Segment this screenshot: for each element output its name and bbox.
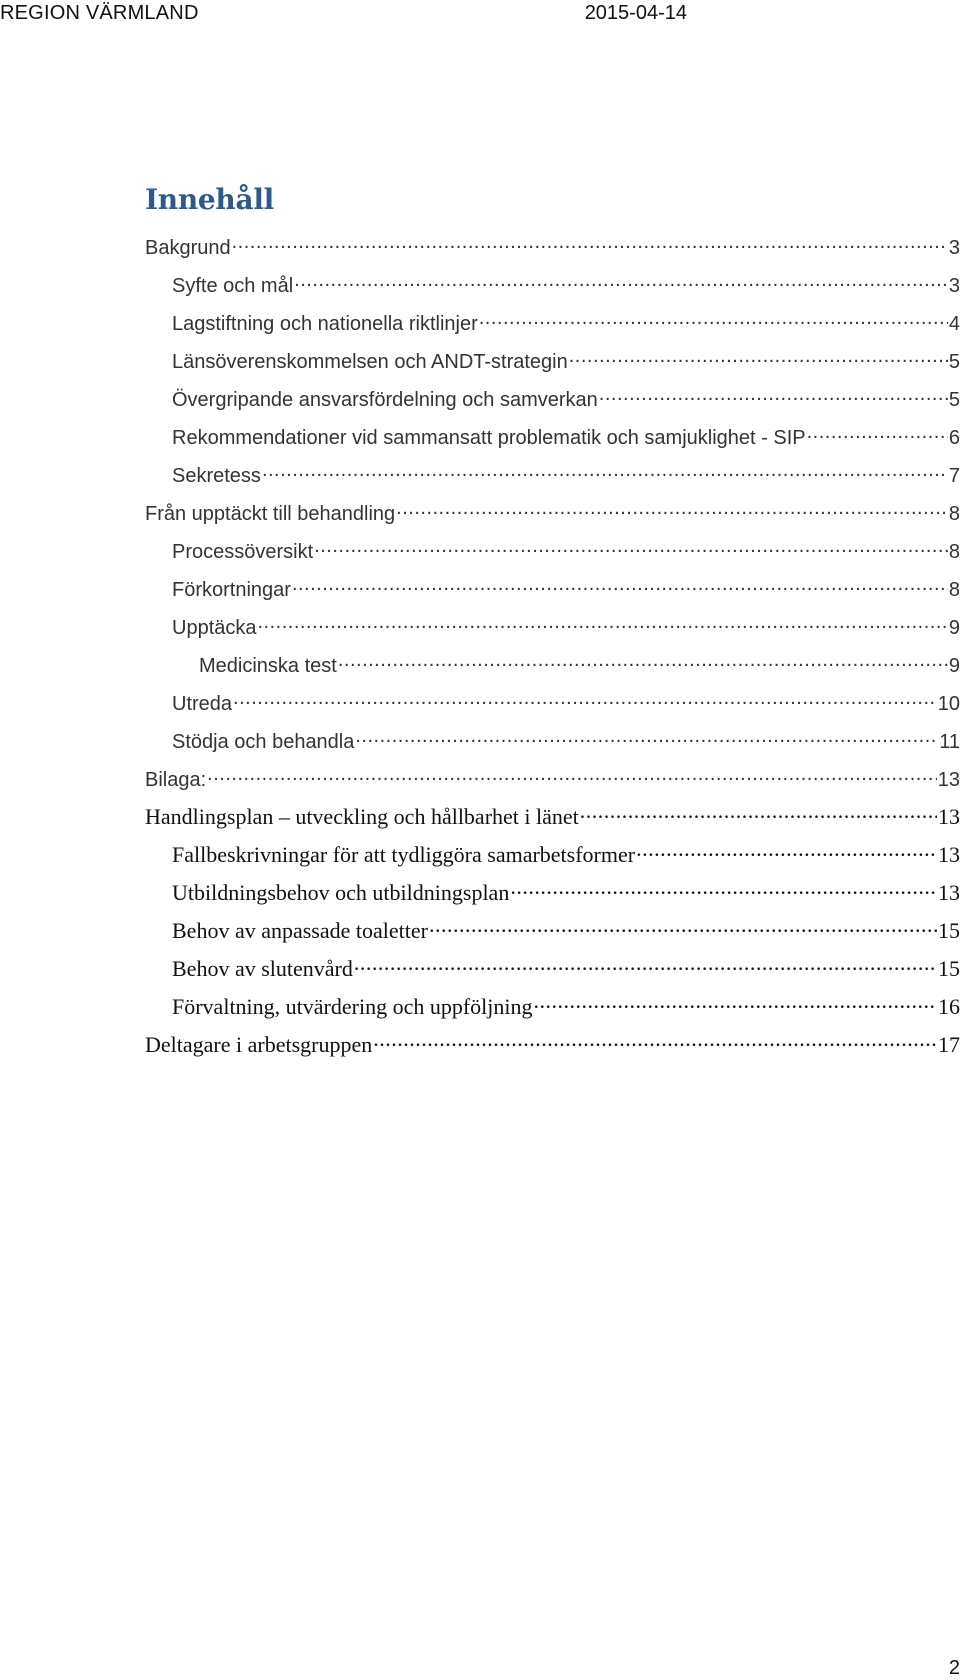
toc-entry-page: 9 <box>948 655 960 677</box>
toc-entry[interactable] <box>145 1026 960 1064</box>
toc-entry[interactable] <box>145 608 960 646</box>
toc-entry-text: Lagstiftning och nationella riktlinjer <box>172 313 478 335</box>
toc-entry-text: Deltagare i arbetsgruppen <box>145 1032 373 1057</box>
toc-entry-text: Länsöverenskommelsen och ANDT-strategin <box>172 351 568 373</box>
header-organization: REGION VÄRMLAND <box>0 2 199 24</box>
toc-entry-text: Utbildningsbehov och utbildningsplan <box>172 880 510 905</box>
toc-entry[interactable] <box>145 760 960 798</box>
toc-dot-leader <box>429 912 937 938</box>
toc-entry-text: Medicinska test <box>199 655 337 677</box>
toc-entry-page: 13 <box>937 769 960 791</box>
toc-entry[interactable] <box>145 836 960 874</box>
toc-entry[interactable] <box>145 342 960 380</box>
toc-entry[interactable] <box>145 874 960 912</box>
toc-entry-page: 16 <box>938 994 960 1019</box>
toc-entry-page: 15 <box>938 956 960 981</box>
toc-entry-text: Övergripande ansvarsfördelning och samverkan <box>172 389 598 411</box>
toc-entry[interactable] <box>145 722 960 760</box>
toc-entry[interactable] <box>145 798 960 836</box>
toc-entry-text: Upptäcka <box>172 617 257 639</box>
toc-entry-text: Förvaltning, utvärdering och uppföljning <box>172 994 533 1019</box>
toc-entry-text: Från upptäckt till behandling <box>145 503 396 525</box>
toc-dot-leader <box>373 1026 937 1052</box>
toc-entry-page: 8 <box>948 579 960 601</box>
toc-entry[interactable] <box>145 950 960 988</box>
toc-entry[interactable] <box>145 266 960 304</box>
toc-entry-page: 8 <box>948 541 960 563</box>
page-number: 2 <box>948 1657 960 1679</box>
toc-dot-leader <box>636 836 937 862</box>
toc-entry-page: 8 <box>948 503 960 525</box>
toc-entry-text: Stödja och behandla <box>172 731 355 753</box>
toc-dot-leader <box>233 684 937 710</box>
toc-dot-leader <box>207 760 937 786</box>
toc-entry[interactable] <box>145 456 960 494</box>
toc-entry[interactable] <box>145 494 960 532</box>
toc-entry[interactable] <box>145 646 960 684</box>
toc-entry-text: Sekretess <box>172 465 261 487</box>
toc-dot-leader <box>292 570 948 596</box>
toc-entry-page: 6 <box>948 427 960 449</box>
table-of-contents <box>145 228 960 1064</box>
toc-entry-text: Behov av slutenvård <box>172 956 353 981</box>
toc-entry-text: Behov av anpassade toaletter <box>172 918 428 943</box>
toc-dot-leader <box>262 456 948 482</box>
toc-entry[interactable] <box>145 988 960 1026</box>
toc-entry-text: Utreda <box>172 693 233 715</box>
toc-entry[interactable] <box>145 228 960 266</box>
toc-entry-page: 5 <box>948 389 960 411</box>
toc-entry-page: 13 <box>938 804 960 829</box>
toc-entry[interactable] <box>145 684 960 722</box>
toc-entry[interactable] <box>145 304 960 342</box>
toc-entry[interactable] <box>145 570 960 608</box>
toc-entry-page: 4 <box>948 313 960 335</box>
toc-entry-page: 15 <box>938 918 960 943</box>
toc-dot-leader <box>510 874 937 900</box>
toc-entry-page: 5 <box>948 351 960 373</box>
toc-dot-leader <box>479 304 948 330</box>
toc-entry-page: 3 <box>948 275 960 297</box>
toc-entry-text: Fallbeskrivningar för att tydliggöra samarbetsformer <box>172 842 636 867</box>
toc-entry-text: Förkortningar <box>172 579 291 601</box>
toc-dot-leader <box>534 988 938 1014</box>
toc-entry-text: Bakgrund <box>145 237 231 259</box>
toc-entry[interactable] <box>145 532 960 570</box>
toc-dot-leader <box>599 380 948 406</box>
toc-dot-leader <box>338 646 948 672</box>
toc-entry[interactable] <box>145 380 960 418</box>
toc-dot-leader <box>294 266 948 292</box>
toc-dot-leader <box>314 532 948 558</box>
toc-entry-page: 11 <box>939 731 960 753</box>
toc-title: Innehåll <box>145 183 275 216</box>
toc-dot-leader <box>569 342 948 368</box>
toc-dot-leader <box>807 418 948 444</box>
toc-entry-text: Syfte och mål <box>172 275 294 297</box>
toc-entry-page: 17 <box>938 1032 960 1057</box>
header-date: 2015-04-14 <box>584 2 687 24</box>
toc-entry-page: 13 <box>938 842 960 867</box>
toc-dot-leader <box>396 494 948 520</box>
toc-entry-page: 3 <box>948 237 960 259</box>
toc-dot-leader <box>580 798 937 824</box>
toc-entry-page: 7 <box>948 465 960 487</box>
toc-entry[interactable] <box>145 418 960 456</box>
toc-entry-text: Rekommendationer vid sammansatt problematik och samjuklighet - SIP <box>172 427 806 449</box>
toc-dot-leader <box>232 228 948 254</box>
toc-entry[interactable] <box>145 912 960 950</box>
toc-entry-text: Bilaga: <box>145 769 207 791</box>
toc-dot-leader <box>355 722 938 748</box>
toc-dot-leader <box>354 950 937 976</box>
toc-entry-page: 13 <box>938 880 960 905</box>
toc-entry-page: 9 <box>948 617 960 639</box>
toc-entry-text: Handlingsplan – utveckling och hållbarhet i länet <box>145 804 579 829</box>
toc-entry-text: Processöversikt <box>172 541 314 563</box>
toc-dot-leader <box>258 608 948 634</box>
toc-entry-page: 10 <box>937 693 960 715</box>
